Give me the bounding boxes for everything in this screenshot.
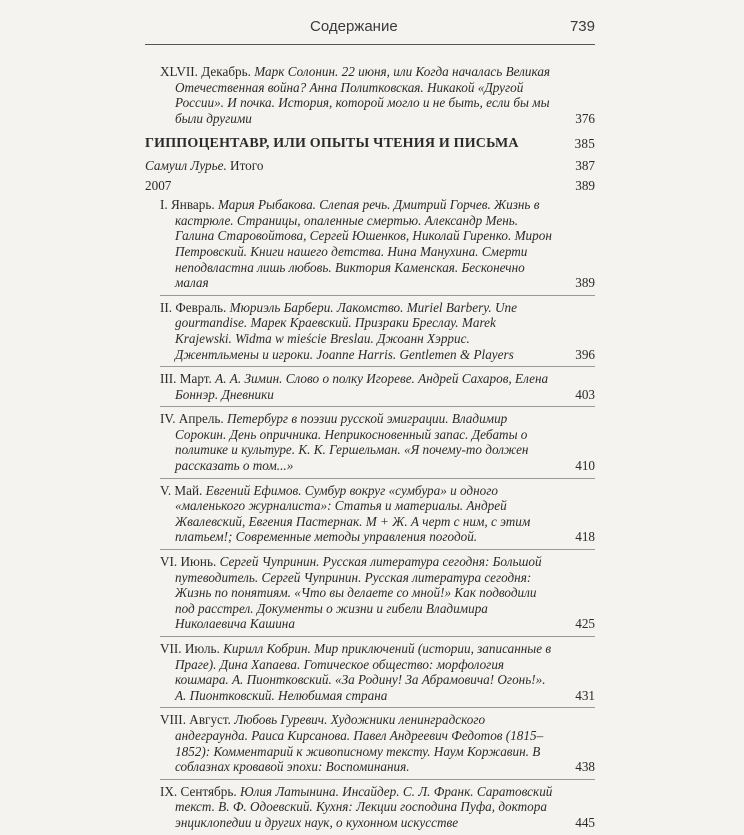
entry-page: 418 (575, 529, 595, 545)
itogo-page: 387 (575, 157, 595, 173)
entry-page: 425 (575, 616, 595, 632)
entry-label: IV. Апрель. (160, 411, 224, 427)
section-title: ГИППОЦЕНТАВР, ИЛИ ОПЫТЫ ЧТЕНИЯ И ПИСЬМА (145, 136, 519, 152)
toc-entry-xlvii[interactable] (145, 64, 595, 126)
entry-text: Юлия Латынина. Инсайдер. С. Л. Франк. Саратовский текст. В. Ф. Одоевский. Кухня: Лекции господина Пуфа, доктора энциклопедии и других наук, о кухонном искусстве (175, 783, 553, 830)
entry-text: Кирилл Кобрин. Мир приключений (истории, записанные в Праге). Дина Хапаева. Готическое общество: морфология кошмара. А. Пионтковский. «За Родину! За Абрамовича! Огонь!». А. Пионтковский. Нелюбимая страна (175, 641, 552, 703)
toc-entry-jan[interactable] (145, 197, 595, 291)
entry-text: Марк Солонин. 22 июня, или Когда началась Великая Отечественная война? Анна Политковская. Никакой «Другой России». И почка. История, которой могло и не быть, если бы мы были другими (175, 64, 551, 126)
page-number: 739 (569, 18, 595, 35)
toc-entry-may[interactable] (145, 483, 595, 545)
entry-text: Любовь Гуревич. Художники ленинградского андеграунда. Раиса Кирсанова. Павел Андреевич Федотов (1815–1852): Комментарий к живописному тексту. Наум Коржавин. В соблазнах кровавой эпохи: Воспоминания. (175, 712, 544, 775)
entry-text: Евгений Ефимов. Сумбур вокруг «сумбура» и одного «маленького журналиста»: Статья и материалы. Андрей Жвалевский, Евгения Пастернак. М + Ж. А черт с ним, с этим платьем!; Современные методы управления погодой. (175, 482, 531, 545)
entry-label: VI. Июнь. (160, 554, 217, 570)
entry-page: 438 (575, 759, 595, 775)
section-page: 385 (574, 136, 595, 152)
entry-label: III. Март. (160, 371, 212, 387)
entry-label: XLVII. Декабрь. (160, 64, 251, 79)
itogo-author: Самуил Лурье. (145, 157, 227, 173)
toc (145, 64, 595, 835)
toc-entry-mar[interactable] (145, 371, 595, 402)
entry-page: 431 (575, 687, 595, 703)
entry-text: А. А. Зимин. Слово о полку Игореве. Андрей Сахаров, Елена Боннэр. Дневники (175, 371, 549, 402)
entry-text: Сергей Чупринин. Русская литература сегодня: Большой путеводитель. Сергей Чупринин. Русская литература сегодня: Жизнь по понятиям. «Что вы делаете со мной!» Как подводили под расстрел. Документы о жизни и гибели Владимира Николаевича Кашина (175, 554, 542, 632)
entry-text: Мюриэль Барбери. Лакомство. Muriel Barbery. Une gourmandise. Марек Краевский. Призраки Бреслау. Marek Krajewski. Widma w mieście Breslau. Джоанн Хэррис. Джентльмены и игроки. Joanne Harris. Gentlemen & Players (175, 299, 517, 362)
year-page: 389 (575, 177, 595, 193)
toc-entry-itogo[interactable] (145, 158, 595, 174)
page-header (145, 18, 595, 35)
entry-label: V. Май. (160, 482, 203, 498)
entry-page: 389 (575, 275, 595, 291)
entry-label: VII. Июль. (160, 641, 220, 656)
entry-page: 376 (575, 110, 595, 126)
entry-divider (160, 707, 595, 708)
entry-divider (160, 406, 595, 407)
year-label: 2007 (145, 177, 172, 193)
toc-entry-year[interactable] (145, 178, 595, 194)
toc-entry-apr[interactable] (145, 411, 595, 473)
entry-page: 403 (575, 386, 595, 402)
entry-divider (160, 779, 595, 780)
entry-label: VIII. Август. (160, 712, 231, 728)
entry-page: 396 (575, 346, 595, 362)
entry-page: 410 (575, 458, 595, 474)
entry-divider (160, 295, 595, 296)
entry-divider (160, 549, 595, 550)
entry-label: II. Февраль. (160, 299, 227, 315)
running-title: Содержание (310, 18, 398, 35)
entry-page: 445 (575, 814, 595, 830)
entry-divider (160, 478, 595, 479)
entry-text: Мария Рыбакова. Слепая речь. Дмитрий Горчев. Жизнь в кастрюле. Страницы, опаленные смертью. Александр Мень. Галина Старовойтова, Сергей Юшенков, Николай Гиренко. Мирон Петровский. Книги нашего детства. Нина Манухина. Смерти неподвластна лишь любовь. Виктория Каменская. Бесконечно малая (175, 197, 552, 291)
entry-label: I. Январь. (160, 197, 215, 213)
entry-divider (160, 636, 595, 637)
entry-text: Петербург в поэзии русской эмиграции. Владимир Сорокин. День опричника. Неприкосновенный запас. Дебаты о политике и культуре. К. К. Гершельман. «Я почему-то должен рассказать о том...» (175, 411, 529, 474)
entry-label: IX. Сентябрь. (160, 783, 237, 799)
toc-entry-jun[interactable] (145, 554, 595, 632)
itogo-title: Итого (230, 157, 264, 173)
toc-entry-jul[interactable] (145, 641, 595, 703)
section-heading[interactable] (145, 136, 595, 152)
toc-entry-feb[interactable] (145, 300, 595, 362)
entry-divider (160, 366, 595, 367)
toc-entry-sep[interactable] (145, 784, 595, 831)
header-rule (145, 44, 595, 45)
